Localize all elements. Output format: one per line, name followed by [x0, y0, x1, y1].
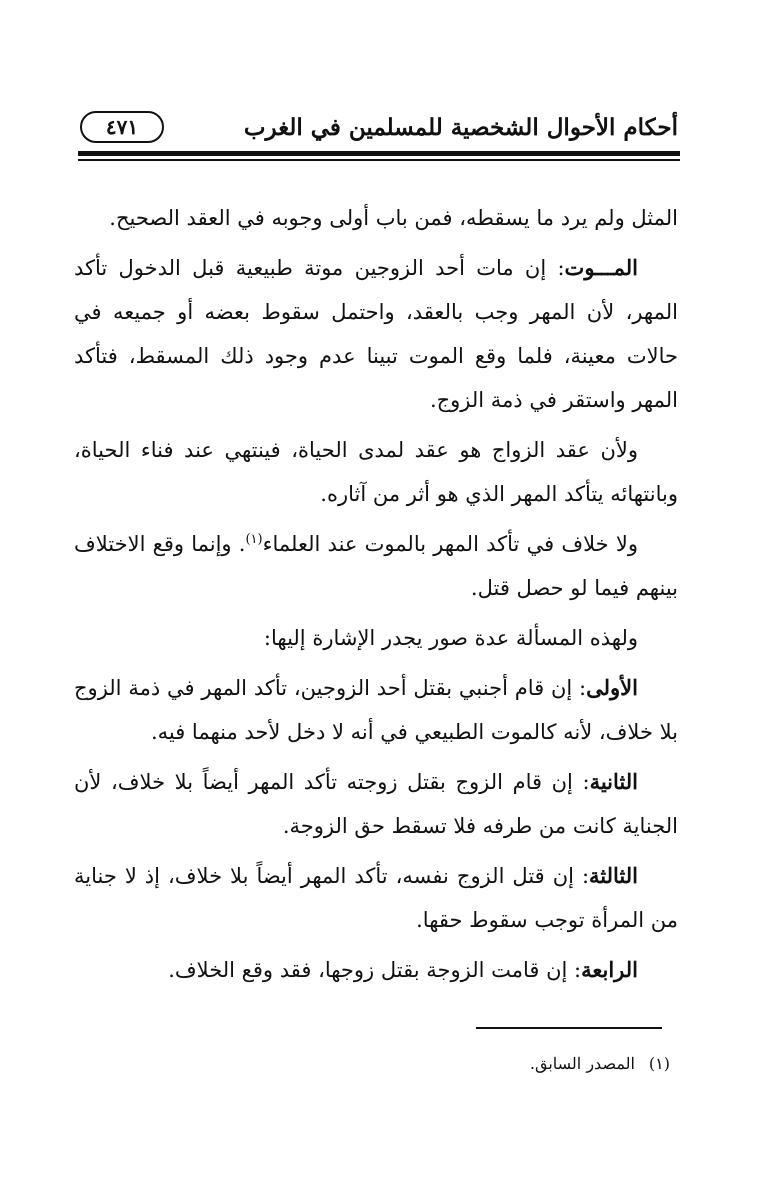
paragraph-death-text: : إن مات أحد الزوجين موتة طبيعية قبل الدخول تأكد المهر، لأن المهر وجب بالعقد، واحتمل سقوط بعضه أو جميعه في حالات معينة، فلما وقع الموت تبينا عدم وجود ذلك المسقط، فتأكد المهر واستقر في ذمة الزوج. [74, 256, 678, 412]
paragraph-first-text: : إن قام أجنبي بقتل أحد الزوجين، تأكد المهر في ذمة الزوج بلا خلاف، لأنه كالموت الطبيعي في أنه لا دخل لأحد منهما فيه. [74, 676, 678, 744]
paragraph-fourth [74, 948, 678, 992]
page-header [78, 108, 678, 148]
header-rule-thick [78, 151, 680, 156]
footnote-rule [476, 1027, 662, 1029]
paragraph-4 [74, 522, 678, 610]
paragraph-fourth-text: : إن قامت الزوجة بقتل زوجها، فقد وقع الخلاف. [168, 958, 582, 982]
paragraph-second-text: : إن قام الزوج بقتل زوجته تأكد المهر أيضاً بلا خلاف، لأن الجناية كانت من طرفه فلا تسقط حق الزوجة. [74, 770, 678, 838]
footnote-ref-1[interactable]: (١) [245, 532, 263, 547]
paragraph-second [74, 760, 678, 848]
paragraph-3: ولأن عقد الزواج هو عقد لمدى الحياة، فينتهي عند فناء الحياة، وبانتهائه يتأكد المهر الذي هو أثر من آثاره. [74, 438, 678, 506]
term-first: الأولى [586, 675, 638, 700]
paragraph-5: ولهذه المسألة عدة صور يجدر الإشارة إليها: [263, 626, 638, 650]
paragraph-1: المثل ولم يرد ما يسقطه، فمن باب أولى وجوبه في العقد الصحيح. [109, 206, 678, 230]
paragraph-third [74, 854, 678, 942]
paragraph-third-text: : إن قتل الزوج نفسه، تأكد المهر أيضاً بلا خلاف، إذ لا جناية من المرأة توجب سقوط حقها. [74, 864, 678, 932]
paragraph-death [74, 246, 678, 422]
term-third: الثالثة [589, 863, 638, 888]
term-second: الثانية [589, 769, 638, 794]
footnote-text: المصدر السابق. [529, 1054, 635, 1073]
term-fourth: الرابعة [581, 957, 638, 982]
page-body [74, 196, 678, 998]
footnote-1 [530, 1052, 670, 1076]
paragraph-4-text-b: . وإنما وقع الاختلاف بينهم فيما لو حصل قتل. [74, 532, 678, 600]
page-number: ٤٧١ [80, 111, 164, 143]
paragraph-4-text-a: ولا خلاف في تأكد المهر بالموت عند العلماء [262, 532, 638, 556]
running-title: أحكام الأحوال الشخصية للمسلمين في الغرب [243, 114, 678, 141]
term-death: المـــوت [564, 255, 638, 280]
paragraph-first [74, 666, 678, 754]
footnote-number: (١) [648, 1054, 670, 1073]
header-rule-thin [78, 159, 680, 161]
